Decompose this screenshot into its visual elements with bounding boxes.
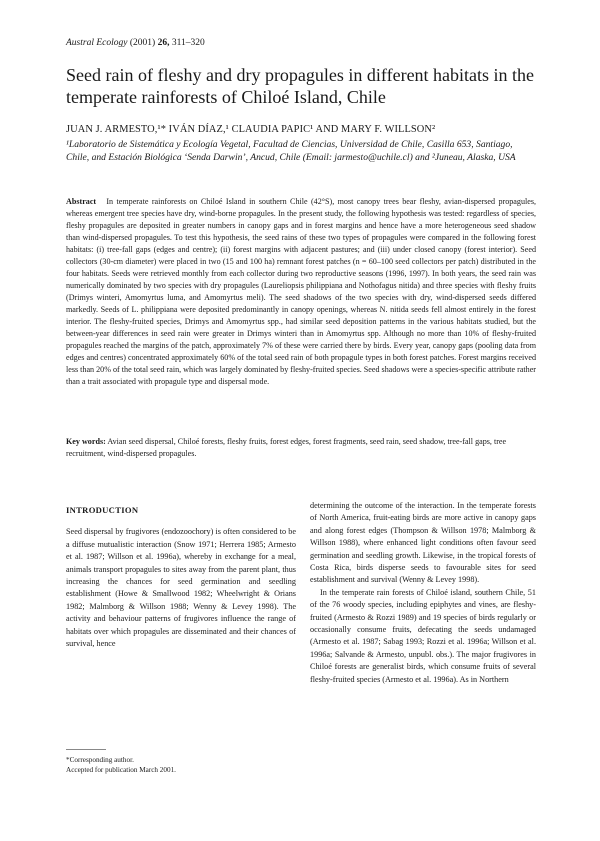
footnote-rule <box>66 749 106 750</box>
article-title: Seed rain of fleshy and dry propagules in different habitats in the temperate rainforests of Chiloé Island, Chile <box>66 65 535 107</box>
intro-paragraph-2: In the temperate rain forests of Chiloé island, southern Chile, 51 of the 76 woody species, including epiphytes and vines, are fleshy-fruited (Armesto & Rozzi 1989) and 19 species of birds regularly or occasionally consume fruits, defecating the seeds undamaged (Armesto et al. 1987; Sabag 1993; Rozzi et al. 1996a; Willson et al. 1996a; Salvande & Armesto, unpubl. obs.). The major frugivores in Chiloé forests are generalist birds, which consume fruits of several fleshy-fruited species (Armesto et al. 1996a). As in Northern <box>310 587 536 684</box>
author-list: JUAN J. ARMESTO,¹* IVÁN DÍAZ,¹ CLAUDIA PAPIC¹ AND MARY F. WILLSON² <box>66 124 436 135</box>
journal-year: (2001) <box>129 38 156 48</box>
intro-paragraph-1-continued: determining the outcome of the interaction. In the temperate forests of North America, fruit-eating birds are more active in canopy gaps and along forest edges (Thompson & Willson 1978; Malmborg & Willson 1988), where enhanced light conditions often favour seed germination and seedling growth. Likewise, in the tropical forests of Costa Rica, birds disperse seeds to favourable sites for seed establishment and survival (Wenny & Levey 1998). <box>310 501 536 585</box>
journal-header <box>66 38 205 48</box>
left-column <box>66 504 296 650</box>
right-column <box>310 500 536 686</box>
footnote-accepted-date: Accepted for publication March 2001. <box>66 766 176 774</box>
keywords-text: Avian seed dispersal, Chiloé forests, fleshy fruits, forest edges, forest fragments, seed rain, seed shadow, tree-fall gaps, tree recruitment, wind-dispersed propagules. <box>66 437 507 458</box>
journal-name: Austral Ecology <box>66 38 128 48</box>
author-affiliations: ¹Laboratorio de Sistemática y Ecología Vegetal, Facultad de Ciencias, Universidad de Chile, Casilla 653, Santiago, Chile, and Estación Biológica ‘Senda Darwin’, Ancud, Chile (Email: jarmesto@uchile.cl) and ²Juneau, Alaska, USA <box>66 139 516 164</box>
footnote-corresponding-author: *Corresponding author. <box>66 756 134 764</box>
keywords-label: Key words: <box>66 437 106 446</box>
journal-volume: 26, <box>157 38 170 48</box>
section-heading-introduction: INTRODUCTION <box>66 505 139 515</box>
abstract-text: In temperate rainforests on Chiloé Island in southern Chile (42°S), most canopy trees bear fleshy, avian-dispersed propagules, whereas emergent tree species have dry, wind-borne propagules. In the present study, the following hypothesis was tested: regardless of species, fleshy propagules are deposited in greater numbers in canopy gaps and in forest margins and hence have a more heterogeneous seed shadow than wind-dispersed propagules. To test this hypothesis, the seed rains of these two types of propagules were compared in the following forest habitats: (i) tree-fall gaps (edges and centre); (ii) forest margins with adjacent pastures; and (iii) under closed canopy (forest interior). Seed collectors (30-cm diameter) were placed in two (15 and 100 ha) remnant forest patches (n = 60–100 seed collectors per patch) distributed in the four habitats. Seeds were retrieved monthly from each collector during two reproductive seasons (1996, 1997). In both years, the seed rain was numerically dominated by two species with dry propagules (Laureliopsis philippiana and Nothofagus nitida) and three species with fleshy fruits (Drimys winteri, Amomyrtus luma, and Amomyrtus meli). The seed shadows of the two species with dry, wind-dispersed seeds differed markedly. Seeds of L. philippiana were deposited predominantly in canopy openings, whereas N. nitida seeds fell almost entirely in the forest interior. The fleshy-fruited species, Drimys and Amomyrtus spp., had similar seed deposition patterns in the various habitats studied, but the between-year differences in seed rain were greater in Drimys winteri than in Amomyrtus spp. Although no more than 10% of fleshy-fruited propagules reached the margins of the patch, approximately 7% of these were carried there by birds. Every year, canopy gaps (pooling data from edges and centres) concentrated approximately 60% of the total seed rain of both propagule types in both forest patches. Forest margins received less than 20% of the total seed rain, which was largely dominated by fleshy-fruited species. Seed shadows were a species-specific attribute rather than a trait associated with propagule type and dispersal mode. <box>66 197 537 386</box>
journal-pages: 311–320 <box>171 38 205 48</box>
footnotes <box>66 755 296 775</box>
keywords <box>66 436 536 460</box>
abstract <box>66 196 536 388</box>
abstract-label: Abstract <box>66 197 97 206</box>
intro-paragraph-1: Seed dispersal by frugivores (endozoochory) is often considered to be a diffuse mutualistic interaction (Snow 1971; Herrera 1985; Armesto et al. 1987; Willson et al. 1996a), whereby in exchange for a meal, animals transport propagules to sites away from the parent plant, thus increasing the chances for seed germination and seedling establishment (Howe & Smallwood 1982; Wheelwright & Orians 1982; Malmborg & Willson 1988; Wenny & Levey 1998). The activity and behaviour patterns of frugivores influence the range of habitats over which propagules are disseminated and their chances of survival, hence <box>66 527 296 649</box>
